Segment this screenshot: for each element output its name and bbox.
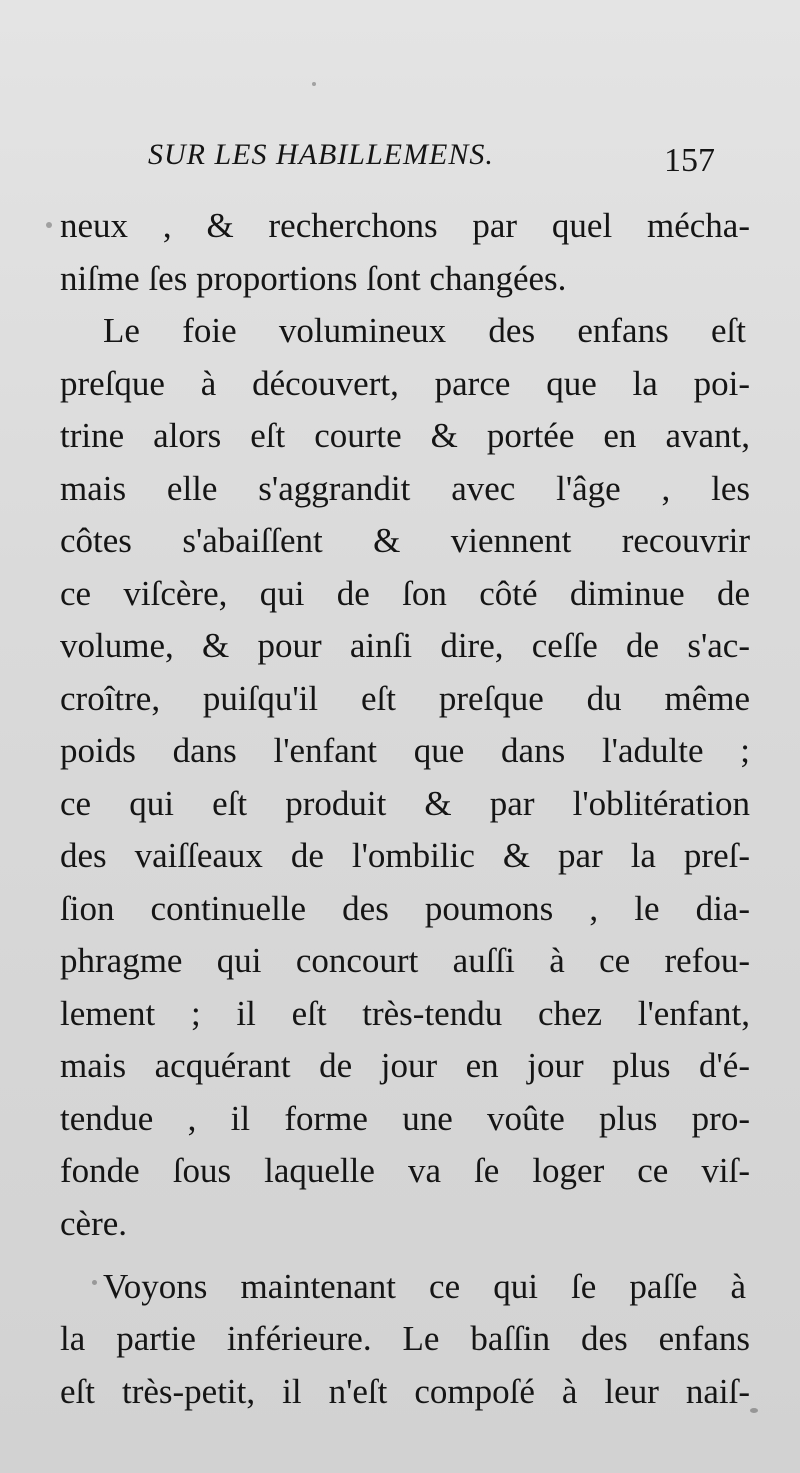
text-line: fonde ſous laquelle va ſe loger ce viſ- (60, 1151, 750, 1190)
text-line: des vaiſſeaux de l'ombilic & par la preſ- (60, 836, 750, 875)
text-line: neux , & recherchons par quel mécha- (60, 206, 750, 245)
text-line: eſt très-petit, il n'eſt compoſé à leur naiſ- (60, 1372, 750, 1411)
text-line: ce qui eſt produit & par l'oblitération (60, 784, 750, 823)
text-line: niſme ſes proportions ſont changées. (60, 259, 567, 298)
text-line: Voyons maintenant ce qui ſe paſſe à (103, 1267, 746, 1306)
text-line: trine alors eſt courte & portée en avant, (60, 416, 750, 455)
paper-speck (46, 222, 52, 228)
text-line: poids dans l'enfant que dans l'adulte ; (60, 731, 750, 770)
page-number: 157 (664, 142, 715, 179)
text-line: Le foie volumineux des enfans eſt (103, 311, 746, 350)
text-line: côtes s'abaiſſent & viennent recouvrir (60, 521, 750, 560)
text-line: ſion continuelle des poumons , le dia- (60, 889, 750, 928)
paper-speck (92, 1280, 97, 1285)
text-line: la partie inférieure. Le baſſin des enfans (60, 1319, 750, 1358)
text-line: ce viſcère, qui de ſon côté diminue de (60, 574, 750, 613)
text-line: phragme qui concourt auſſi à ce refou- (60, 941, 750, 980)
paper-speck (312, 82, 316, 86)
text-line: preſque à découvert, parce que la poi- (60, 364, 750, 403)
text-line: mais elle s'aggrandit avec l'âge , les (60, 469, 750, 508)
running-head: SUR LES HABILLEMENS. (148, 138, 494, 171)
text-line: croître, puiſqu'il eſt preſque du même (60, 679, 750, 718)
text-line: cère. (60, 1204, 128, 1243)
text-line: lement ; il eſt très-tendu chez l'enfant, (60, 994, 750, 1033)
paper-speck (750, 1408, 758, 1413)
text-line: volume, & pour ainſi dire, ceſſe de s'ac- (60, 626, 750, 665)
text-line: mais acquérant de jour en jour plus d'é- (60, 1046, 750, 1085)
text-line: tendue , il forme une voûte plus pro- (60, 1099, 750, 1138)
